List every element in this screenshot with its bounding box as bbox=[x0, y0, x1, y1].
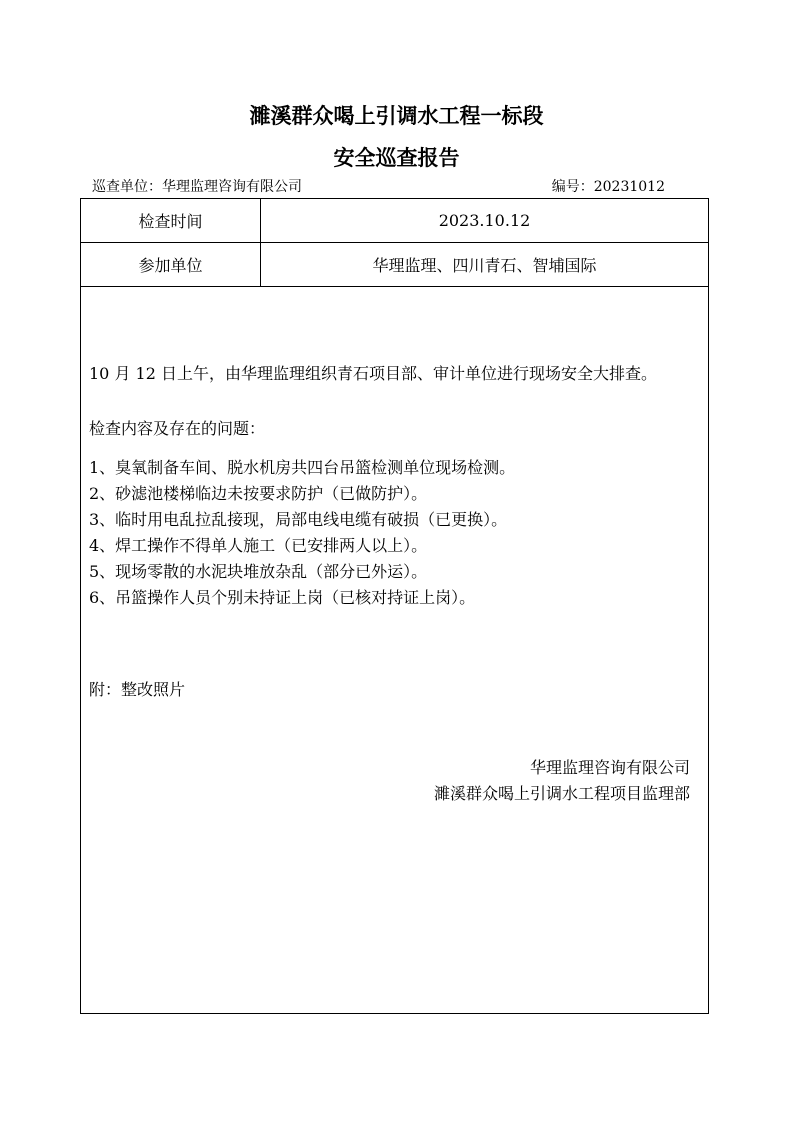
inspection-time-label: 检查时间 bbox=[81, 199, 261, 242]
list-item: 5、现场零散的水泥块堆放杂乱（部分已外运）。 bbox=[89, 562, 428, 581]
list-item: 6、吊篮操作人员个别未持证上岗（已核对持证上岗）。 bbox=[89, 588, 476, 607]
participants-label: 参加单位 bbox=[81, 243, 261, 286]
signature-block bbox=[434, 755, 690, 807]
intro-paragraph: 10 月 12 日上午，由华理监理组织青石项目部、审计单位进行现场安全大排查。 bbox=[89, 364, 657, 383]
table-row-inspection-time bbox=[81, 199, 708, 243]
list-item: 3、临时用电乱拉乱接现，局部电线电缆有破损（已更换）。 bbox=[89, 510, 508, 529]
document-title: 濉溪群众喝上引调水工程一标段 bbox=[249, 104, 544, 128]
inspection-unit: 巡查单位：华理监理咨询有限公司 bbox=[92, 179, 302, 195]
document-subtitle: 安全巡查报告 bbox=[333, 146, 460, 170]
inspection-time-value: 2023.10.12 bbox=[438, 211, 531, 230]
report-number: 编号：20231012 bbox=[551, 179, 665, 195]
participants-value: 华理监理、四川青石、智埔国际 bbox=[372, 256, 597, 275]
attachment-note: 附：整改照片 bbox=[89, 680, 186, 699]
issues-heading: 检查内容及存在的问题： bbox=[89, 419, 266, 438]
signature-company: 华理监理咨询有限公司 bbox=[529, 758, 690, 777]
report-body bbox=[89, 349, 701, 702]
issues-list bbox=[89, 455, 701, 611]
signature-department: 濉溪群众喝上引调水工程项目监理部 bbox=[433, 784, 690, 803]
list-item: 2、砂滤池楼梯临边未按要求防护（已做防护）。 bbox=[89, 484, 428, 503]
list-item: 1、臭氧制备车间、脱水机房共四台吊篮检测单位现场检测。 bbox=[89, 458, 516, 477]
table-row-participants bbox=[81, 243, 708, 287]
report-table bbox=[80, 198, 709, 1014]
list-item: 4、焊工操作不得单人施工（已安排两人以上）。 bbox=[89, 536, 428, 555]
